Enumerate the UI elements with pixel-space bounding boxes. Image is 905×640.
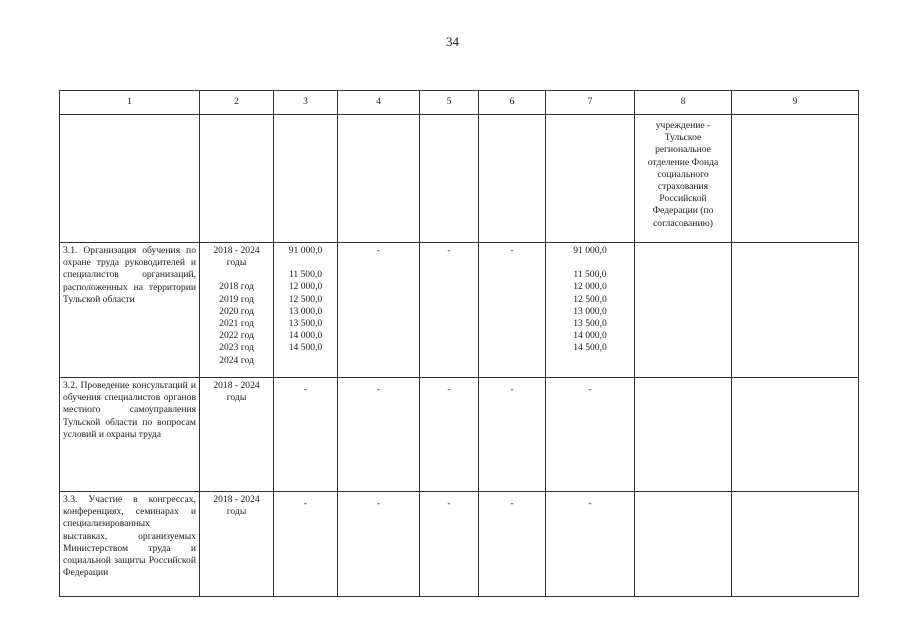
amount-value: 12 500,0 <box>288 293 323 305</box>
column-number-row <box>60 91 859 115</box>
dash-cell: - <box>479 243 546 378</box>
amount-value: 14 500,0 <box>573 342 607 354</box>
dash-cell: - <box>338 378 420 492</box>
page-number: 34 <box>446 34 459 49</box>
column-header-6: 6 <box>479 91 546 115</box>
dash-cell: - <box>274 492 338 597</box>
measure-title: 3.3. Участие в конгрессах, конференциях, семинарах и специализированных выставках, организуемых Министерством труда и социальной защиты Российской Федерации <box>60 492 200 597</box>
dash-cell: - <box>546 492 635 597</box>
amount-value: 13 000,0 <box>573 305 607 317</box>
continuation-row <box>60 115 859 243</box>
year-label: 2021 год <box>219 318 254 330</box>
amount-value: 14 000,0 <box>573 330 607 342</box>
period-cell: 2018 - 2024 годы <box>200 492 274 597</box>
year-label: 2019 год <box>219 293 254 305</box>
period-text: 2018 - 2024 годы <box>213 245 260 269</box>
dash-cell: - <box>420 378 479 492</box>
dash-cell: - <box>338 492 420 597</box>
amount-value: 12 000,0 <box>573 281 607 293</box>
amount-value: 13 000,0 <box>288 305 323 317</box>
dash-cell: - <box>479 492 546 597</box>
year-label: 2023 год <box>219 342 254 354</box>
table-row <box>60 378 859 492</box>
amount-value: 11 500,0 <box>288 269 323 281</box>
amount-value: 11 500,0 <box>573 269 607 281</box>
column-header-1: 1 <box>60 91 200 115</box>
amount-cell <box>274 243 338 378</box>
amount-value: 12 500,0 <box>573 293 607 305</box>
amount-total: 91 000,0 <box>573 245 607 256</box>
column-header-7: 7 <box>546 91 635 115</box>
table-row <box>60 243 859 378</box>
measure-title: 3.1. Организация обучения по охране труда руководителей и специалистов организаций, расположенных на территории Тульской области <box>60 243 200 378</box>
year-label: 2018 год <box>219 281 254 293</box>
year-label: 2024 год <box>219 354 254 366</box>
column-header-8: 8 <box>635 91 732 115</box>
dash-cell: - <box>274 378 338 492</box>
amount-value: 13 500,0 <box>288 318 323 330</box>
amount-value: 14 500,0 <box>288 342 323 354</box>
column-header-3: 3 <box>274 91 338 115</box>
year-label: 2022 год <box>219 330 254 342</box>
amount-value: 13 500,0 <box>573 318 607 330</box>
measure-title: 3.2. Проведение консультаций и обучения специалистов органов местного самоуправления Тульской области по вопросам условий и охраны труда <box>60 378 200 492</box>
column-header-9: 9 <box>732 91 859 115</box>
amount-total: 91 000,0 <box>288 245 323 256</box>
dash-cell: - <box>338 243 420 378</box>
period-cell: 2018 - 2024 годы <box>200 378 274 492</box>
amount-value: 14 000,0 <box>288 330 323 342</box>
dash-cell: - <box>420 243 479 378</box>
dash-cell: - <box>479 378 546 492</box>
column-header-5: 5 <box>420 91 479 115</box>
period-cell <box>200 243 274 378</box>
program-table <box>59 90 859 597</box>
amount-value: 12 000,0 <box>288 281 323 293</box>
table-row <box>60 492 859 597</box>
column-header-4: 4 <box>338 91 420 115</box>
year-label: 2020 год <box>219 305 254 317</box>
dash-cell: - <box>546 378 635 492</box>
amount-cell <box>546 243 635 378</box>
executor-cell: учреждение - Тульское региональное отделение Фонда социального страхования Российской Федерации (по согласованию) <box>635 115 732 243</box>
column-header-2: 2 <box>200 91 274 115</box>
dash-cell: - <box>420 492 479 597</box>
